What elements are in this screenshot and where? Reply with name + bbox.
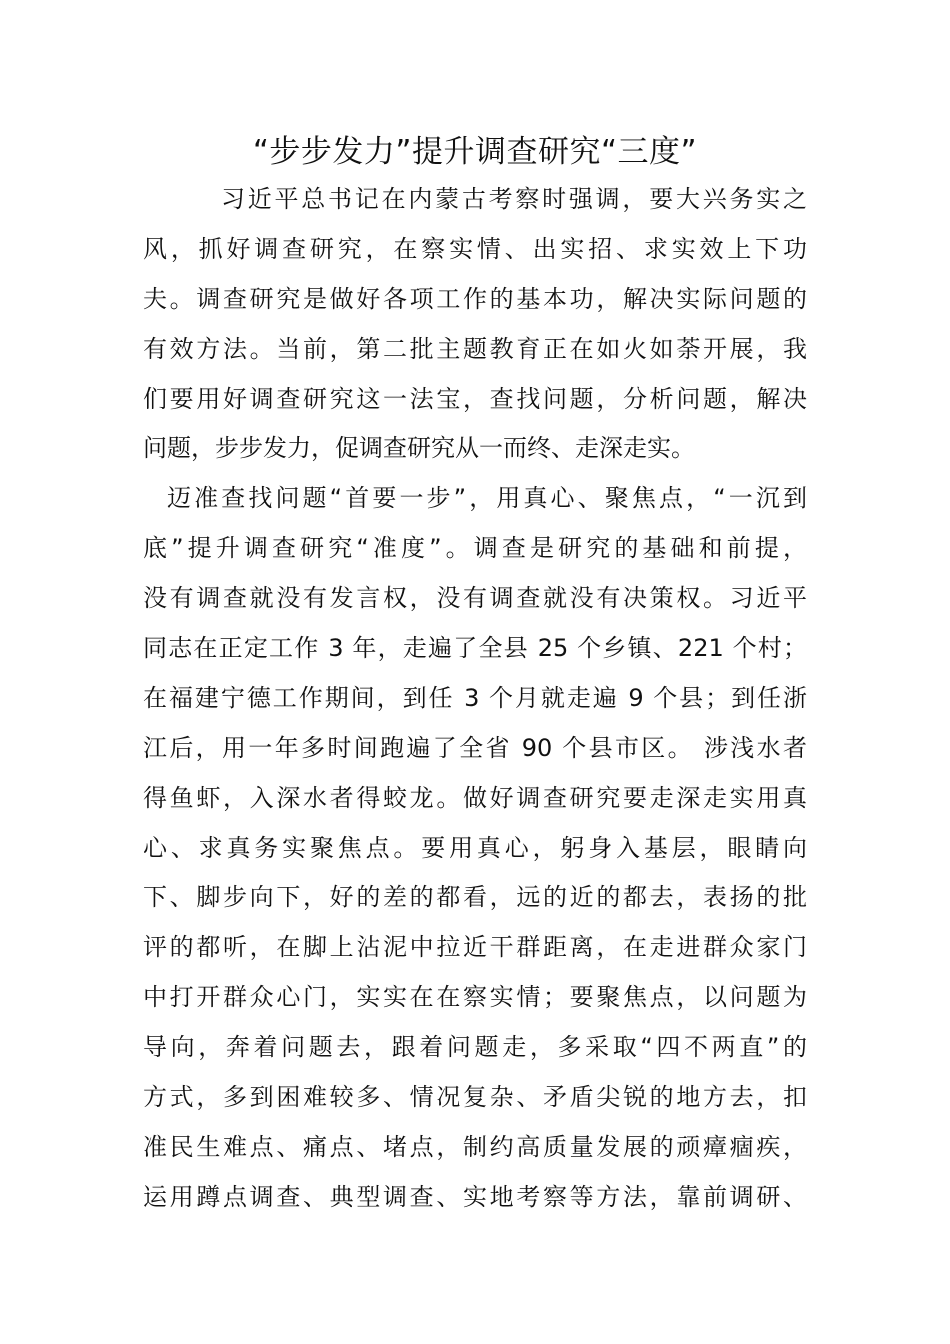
text-line: 迈准查找问题“首要一步”，用真心、聚焦点，“一沉到 bbox=[167, 484, 807, 513]
text-line: 江后，用一年多时间跑遍了全省 90 个县市区。 涉浅水者 bbox=[143, 733, 807, 762]
text-line: 同志在正定工作 3 年，走遍了全县 25 个乡镇、221 个村； bbox=[143, 634, 807, 663]
text-line: 心、求真务实聚焦点。要用真心，躬身入基层，眼睛向 bbox=[143, 833, 807, 862]
text-line: 导向，奔着问题去，跟着问题走，多采取“四不两直”的 bbox=[143, 1033, 807, 1062]
text-line: 风，抓好调查研究，在察实情、出实招、求实效上下功 bbox=[143, 234, 807, 263]
text-line: 们要用好调查研究这一法宝，查找问题，分析问题，解决 bbox=[143, 384, 807, 413]
document-body bbox=[143, 175, 807, 1223]
text-line: 没有调查就没有发言权，没有调查就没有决策权。习近平 bbox=[143, 584, 807, 613]
text-line: 下、脚步向下，好的差的都看，远的近的都去，表扬的批 bbox=[143, 883, 807, 912]
text-line: 中打开群众心门，实实在在察实情；要聚焦点，以问题为 bbox=[143, 983, 807, 1012]
text-line: 方式，多到困难较多、情况复杂、矛盾尖锐的地方去，扣 bbox=[143, 1083, 807, 1112]
text-line: 运用蹲点调查、典型调查、实地考察等方法，靠前调研、 bbox=[143, 1182, 807, 1211]
text-line: 得鱼虾，入深水者得蛟龙。做好调查研究要走深走实用真 bbox=[143, 783, 807, 812]
text-line: 习近平总书记在内蒙古考察时强调，要大兴务实之 bbox=[221, 185, 807, 213]
text-line: 评的都听，在脚上沾泥中拉近干群距离，在走进群众家门 bbox=[143, 933, 807, 962]
text-line: 底”提升调查研究“准度”。调查是研究的基础和前提， bbox=[143, 534, 807, 563]
text-line: 在福建宁德工作期间，到任 3 个月就走遍 9 个县；到任浙 bbox=[143, 683, 807, 712]
text-line: 问题，步步发力，促调查研究从一而终、走深走实。 bbox=[143, 434, 695, 463]
text-line: 准民生难点、痛点、堵点，制约高质量发展的顽瘴痼疾， bbox=[143, 1132, 807, 1161]
text-line: 有效方法。当前，第二批主题教育正在如火如荼开展，我 bbox=[143, 334, 807, 363]
text-line: 夫。调查研究是做好各项工作的基本功，解决实际问题的 bbox=[143, 284, 807, 313]
document-title: “步步发力”提升调查研究“三度” bbox=[252, 134, 698, 170]
